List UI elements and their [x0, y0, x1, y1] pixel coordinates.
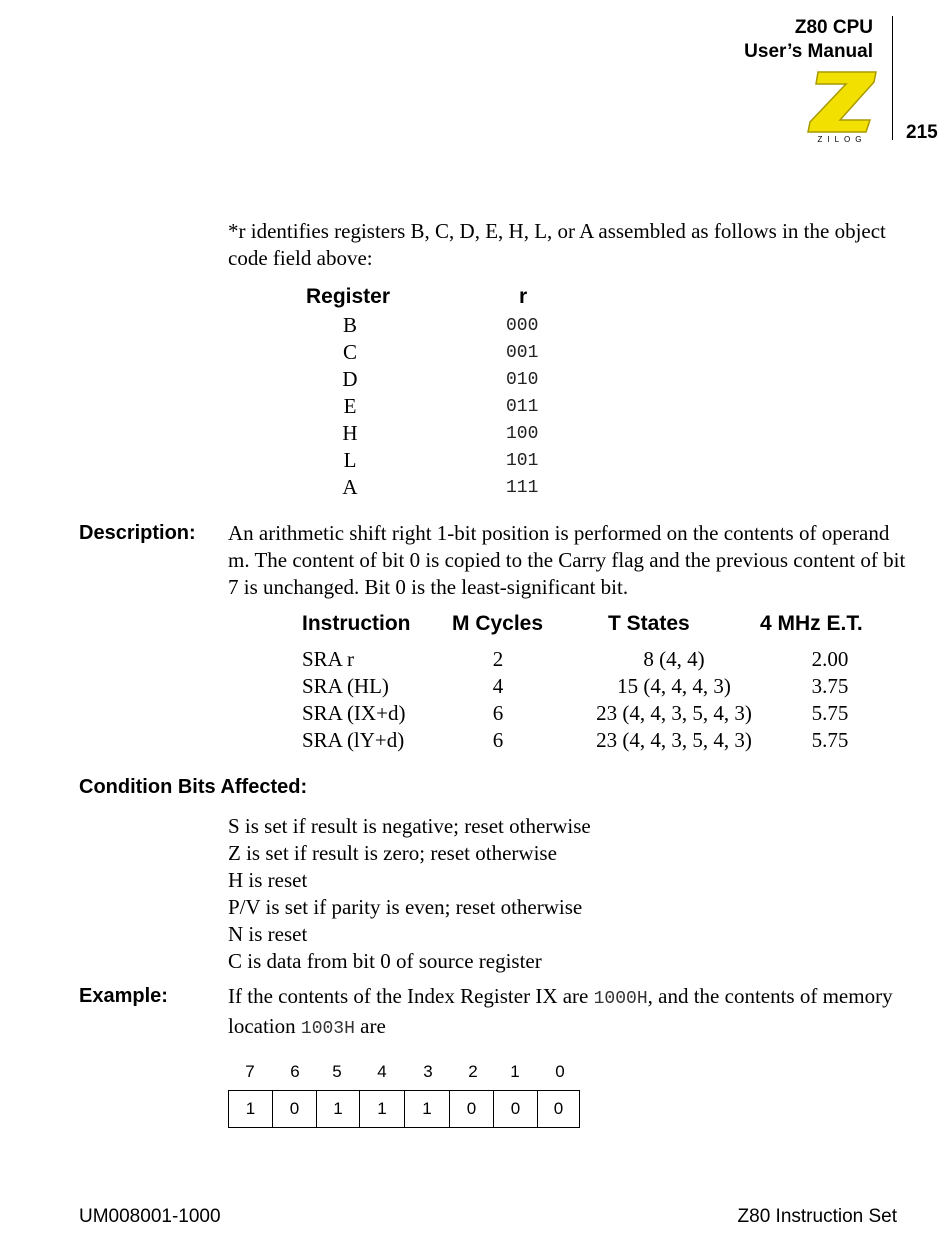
- register-code-cell: 111: [506, 478, 539, 498]
- bit-number: 4: [377, 1062, 387, 1081]
- et-cell: 5.75: [811, 728, 849, 752]
- tstates-cell: 15 (4, 4, 4, 3): [617, 674, 731, 698]
- manual-title: [744, 16, 873, 64]
- tstates-cell: 8 (4, 4): [643, 647, 705, 671]
- bit-value-cell: 1: [317, 1091, 360, 1127]
- instruction-cell: SRA (HL): [302, 674, 389, 698]
- bit-value-box: [228, 1090, 580, 1128]
- address-code: 1003H: [300, 1019, 355, 1039]
- register-cell: L: [343, 448, 357, 472]
- bit-value-cell: 0: [450, 1091, 494, 1127]
- condition-bit-item: S is set if result is negative; reset otherwise: [228, 814, 591, 838]
- example-text: [228, 983, 908, 1043]
- bit-number: 1: [510, 1062, 520, 1081]
- page-number: 215: [906, 122, 938, 143]
- bit-number: 7: [245, 1062, 255, 1081]
- title-line-2: User’s Manual: [744, 41, 873, 62]
- register-col-header: Register: [306, 285, 391, 308]
- register-cell: B: [342, 313, 357, 337]
- et-col-header: 4 MHz E.T.: [760, 612, 863, 635]
- tstates-cell: 23 (4, 4, 3, 5, 4, 3): [596, 701, 752, 725]
- bit-number: 5: [332, 1062, 342, 1081]
- instruction-col-header: Instruction: [302, 612, 411, 635]
- bit-number: 3: [423, 1062, 433, 1081]
- description-text: An arithmetic shift right 1-bit position is performed on the contents of operand m. The content of bit 0 is copied to the Carry flag and the previous content of bit 7 is unchanged. Bit 0 is the least-significant bit.: [228, 521, 906, 599]
- bit-value-cell: 1: [229, 1091, 273, 1127]
- mcycles-cell: 6: [492, 728, 504, 752]
- mcycles-cell: 2: [492, 647, 504, 671]
- register-code-cell: 011: [506, 397, 539, 417]
- instruction-cell: SRA (lY+d): [302, 728, 405, 752]
- address-code: 1000H: [593, 989, 648, 1009]
- bit-number: 0: [555, 1062, 565, 1081]
- condition-bit-item: Z is set if result is zero; reset otherwise: [228, 841, 557, 865]
- condition-bit-item: N is reset: [228, 922, 308, 946]
- register-cell: A: [342, 475, 358, 499]
- et-cell: 5.75: [811, 701, 849, 725]
- description-label: Description:: [79, 522, 196, 544]
- condition-bits-label: Condition Bits Affected:: [79, 776, 308, 798]
- header-divider: [892, 16, 893, 140]
- register-code-cell: 101: [506, 451, 539, 471]
- tstates-col-header: T States: [608, 612, 690, 635]
- bit-value-cell: 0: [494, 1091, 538, 1127]
- tstates-column: [574, 646, 774, 754]
- condition-bit-item: H is reset: [228, 868, 308, 892]
- zilog-logo-icon: [806, 68, 878, 144]
- example-label: Example:: [79, 985, 168, 1007]
- zilog-logo: [806, 68, 878, 144]
- section-title: Z80 Instruction Set: [737, 1206, 897, 1227]
- register-code-cell: 100: [506, 424, 539, 444]
- register-code-list: [506, 313, 538, 502]
- condition-bit-item: P/V is set if parity is even; reset otherwise: [228, 895, 583, 919]
- register-code-cell: 000: [506, 316, 539, 336]
- example-text-part: If the contents of the Index Register IX are: [228, 984, 594, 1008]
- condition-bits-list: [228, 813, 908, 975]
- bit-number: 2: [468, 1062, 478, 1081]
- mcycles-cell: 6: [492, 701, 504, 725]
- tstates-cell: 23 (4, 4, 3, 5, 4, 3): [596, 728, 752, 752]
- svg-text:ZILOG: ZILOG: [817, 135, 867, 144]
- document-number: UM008001-1000: [79, 1206, 221, 1227]
- bit-value-cell: 0: [273, 1091, 317, 1127]
- bit-number: 6: [290, 1062, 300, 1081]
- register-intro: *r identifies registers B, C, D, E, H, L, or A assembled as follows in the object code field above:: [228, 219, 886, 270]
- bit-value-cell: 0: [553, 1099, 564, 1118]
- mcycles-col-header: M Cycles: [452, 612, 544, 635]
- example-text-part: are: [354, 1014, 386, 1038]
- register-cell: H: [342, 421, 358, 445]
- mcycles-column: [470, 646, 526, 754]
- et-cell: 3.75: [811, 674, 849, 698]
- title-line-1: Z80 CPU: [794, 17, 873, 38]
- instruction-cell: SRA (IX+d): [302, 701, 406, 725]
- et-cell: 2.00: [811, 647, 849, 671]
- mcycles-cell: 4: [492, 674, 504, 698]
- et-column: [796, 646, 864, 754]
- register-code-cell: 010: [506, 370, 539, 390]
- register-list: [320, 312, 380, 501]
- condition-bit-item: C is data from bit 0 of source register: [228, 949, 542, 973]
- register-code-cell: 001: [506, 343, 539, 363]
- register-cell: C: [342, 340, 357, 364]
- instruction-cell: SRA r: [302, 647, 354, 671]
- instruction-column: [302, 646, 405, 754]
- code-col-header: r: [519, 285, 528, 308]
- bit-value-cell: 1: [360, 1091, 405, 1127]
- register-cell: D: [342, 367, 358, 391]
- example-text-part: , and the contents of memory location: [228, 984, 893, 1038]
- register-cell: E: [343, 394, 357, 418]
- bit-value-cell: 1: [405, 1091, 450, 1127]
